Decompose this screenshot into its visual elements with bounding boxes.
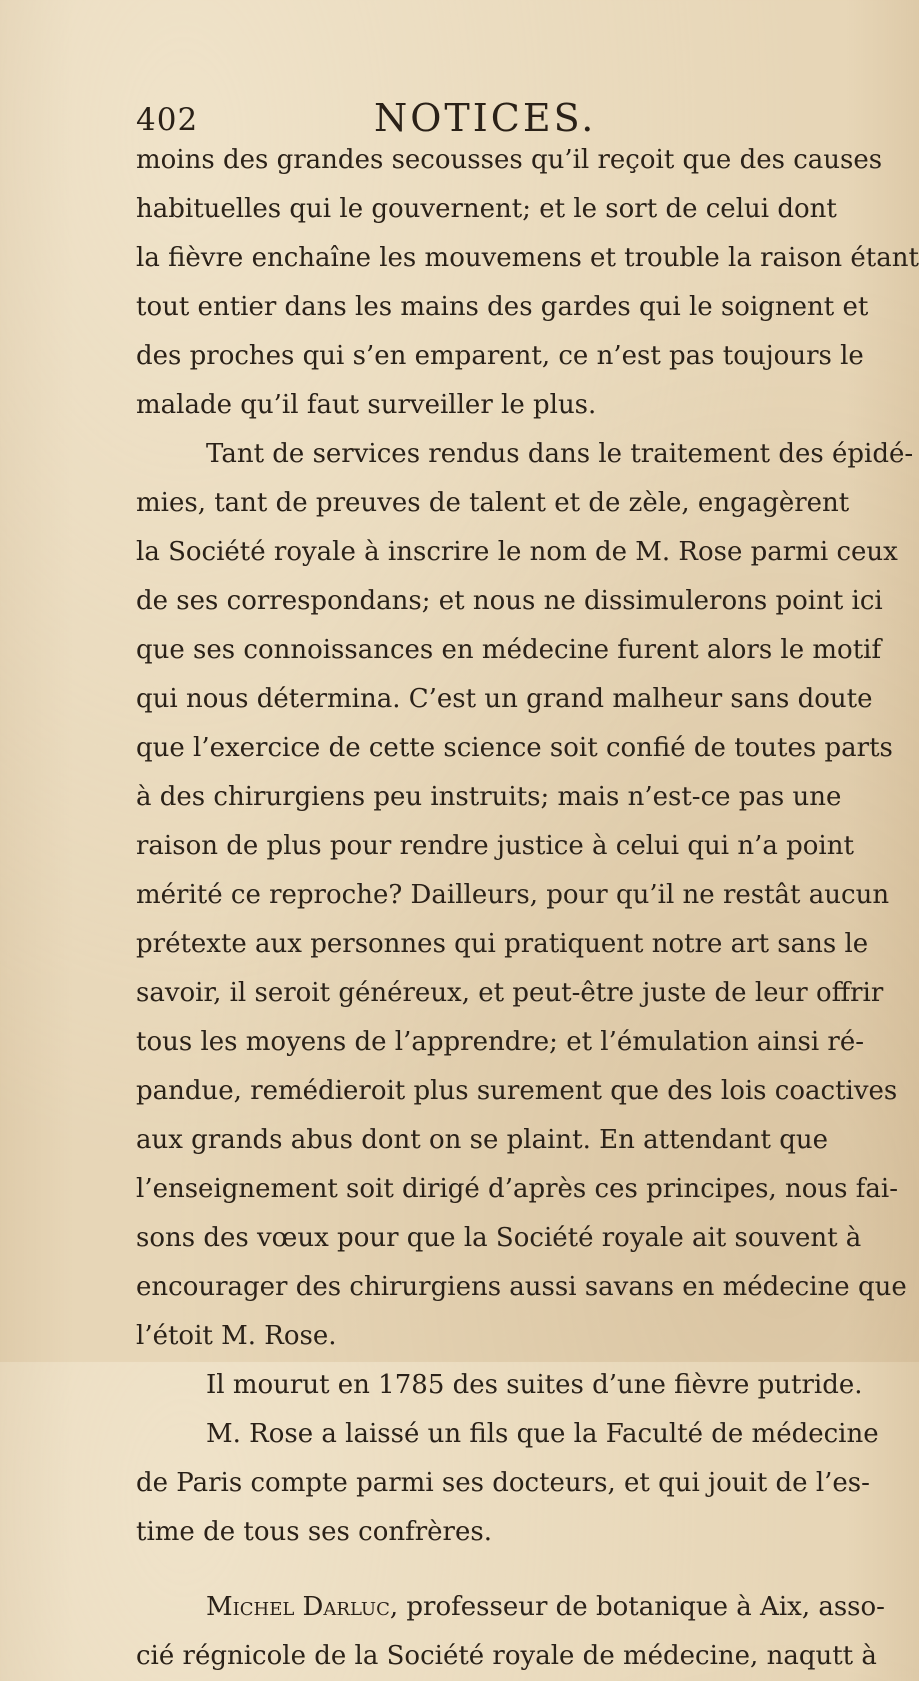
text-line: Tant de services rendus dans le traitement des épidé-	[206, 439, 914, 469]
text-line: encourager des chirurgiens aussi savans en médecine que	[136, 1272, 907, 1302]
text-line: savoir, il seroit généreux, et peut-être juste de leur offrir	[136, 978, 884, 1008]
text-line: habituelles qui le gouvernent; et le sort de celui dont	[136, 194, 837, 224]
text-line: Il mourut en 1785 des suites d’une fièvre putride.	[206, 1370, 863, 1400]
running-head: NOTICES.	[374, 96, 597, 140]
text-line: sons des vœux pour que la Société royale ait souvent à	[136, 1223, 862, 1253]
text-line: pandue, remédieroit plus surement que des lois coactives	[136, 1076, 898, 1106]
paragraph-continuation	[136, 136, 919, 430]
text-line: de Paris compte parmi ses docteurs, et qui jouit de l’es-	[136, 1468, 870, 1498]
text-line: time de tous ses confrères.	[136, 1517, 492, 1547]
text-line: cié régnicole de la Société royale de médecine, naqutt à	[136, 1641, 877, 1671]
text-line: malade qu’il faut surveiller le plus.	[136, 390, 597, 420]
text-line: la fièvre enchaîne les mouvemens et trouble la raison étant	[136, 243, 919, 273]
text-line	[136, 1583, 885, 1632]
text-line: moins des grandes secousses qu’il reçoit que des causes	[136, 145, 883, 175]
text-line: qui nous détermina. C’est un grand malheur sans doute	[136, 684, 873, 714]
paragraph-death	[136, 1361, 863, 1410]
page-number: 402	[136, 102, 199, 138]
text-line: que ses connoissances en médecine furent alors le motif	[136, 635, 882, 665]
notice-subject-name: Michel Darluc	[206, 1592, 390, 1622]
text-line: tout entier dans les mains des gardes qui le soignent et	[136, 292, 869, 322]
paragraph-services	[136, 430, 914, 1361]
text-line: tous les moyens de l’apprendre; et l’émulation ainsi ré-	[136, 1027, 864, 1057]
text-line: l’enseignement soit dirigé d’après ces principes, nous fai-	[136, 1174, 898, 1204]
text-line: mies, tant de preuves de talent et de zèle, engagèrent	[136, 488, 850, 518]
paragraph-son	[136, 1410, 879, 1557]
text-line: prétexte aux personnes qui pratiquent notre art sans le	[136, 929, 869, 959]
text-line: de ses correspondans; et nous ne dissimulerons point ici	[136, 586, 883, 616]
text-line: des proches qui s’en emparent, ce n’est pas toujours le	[136, 341, 864, 371]
text-line: l’étoit M. Rose.	[136, 1321, 337, 1351]
paragraph-darluc	[136, 1583, 885, 1681]
body-text	[136, 136, 919, 1681]
text-line: à des chirurgiens peu instruits; mais n’est-ce pas une	[136, 782, 842, 812]
section-gap	[136, 1557, 768, 1583]
text-line: que l’exercice de cette science soit confié de toutes parts	[136, 733, 893, 763]
text-line: raison de plus pour rendre justice à celui qui n’a point	[136, 831, 854, 861]
text-line: M. Rose a laissé un fils que la Faculté de médecine	[206, 1419, 879, 1449]
text-line: aux grands abus dont on se plaint. En attendant que	[136, 1125, 829, 1155]
text-run: , professeur de botanique à Aix, asso-	[389, 1592, 885, 1622]
text-line: la Société royale à inscrire le nom de M. Rose parmi ceux	[136, 537, 898, 567]
text-line: mérité ce reproche? Dailleurs, pour qu’il ne restât aucun	[136, 880, 890, 910]
